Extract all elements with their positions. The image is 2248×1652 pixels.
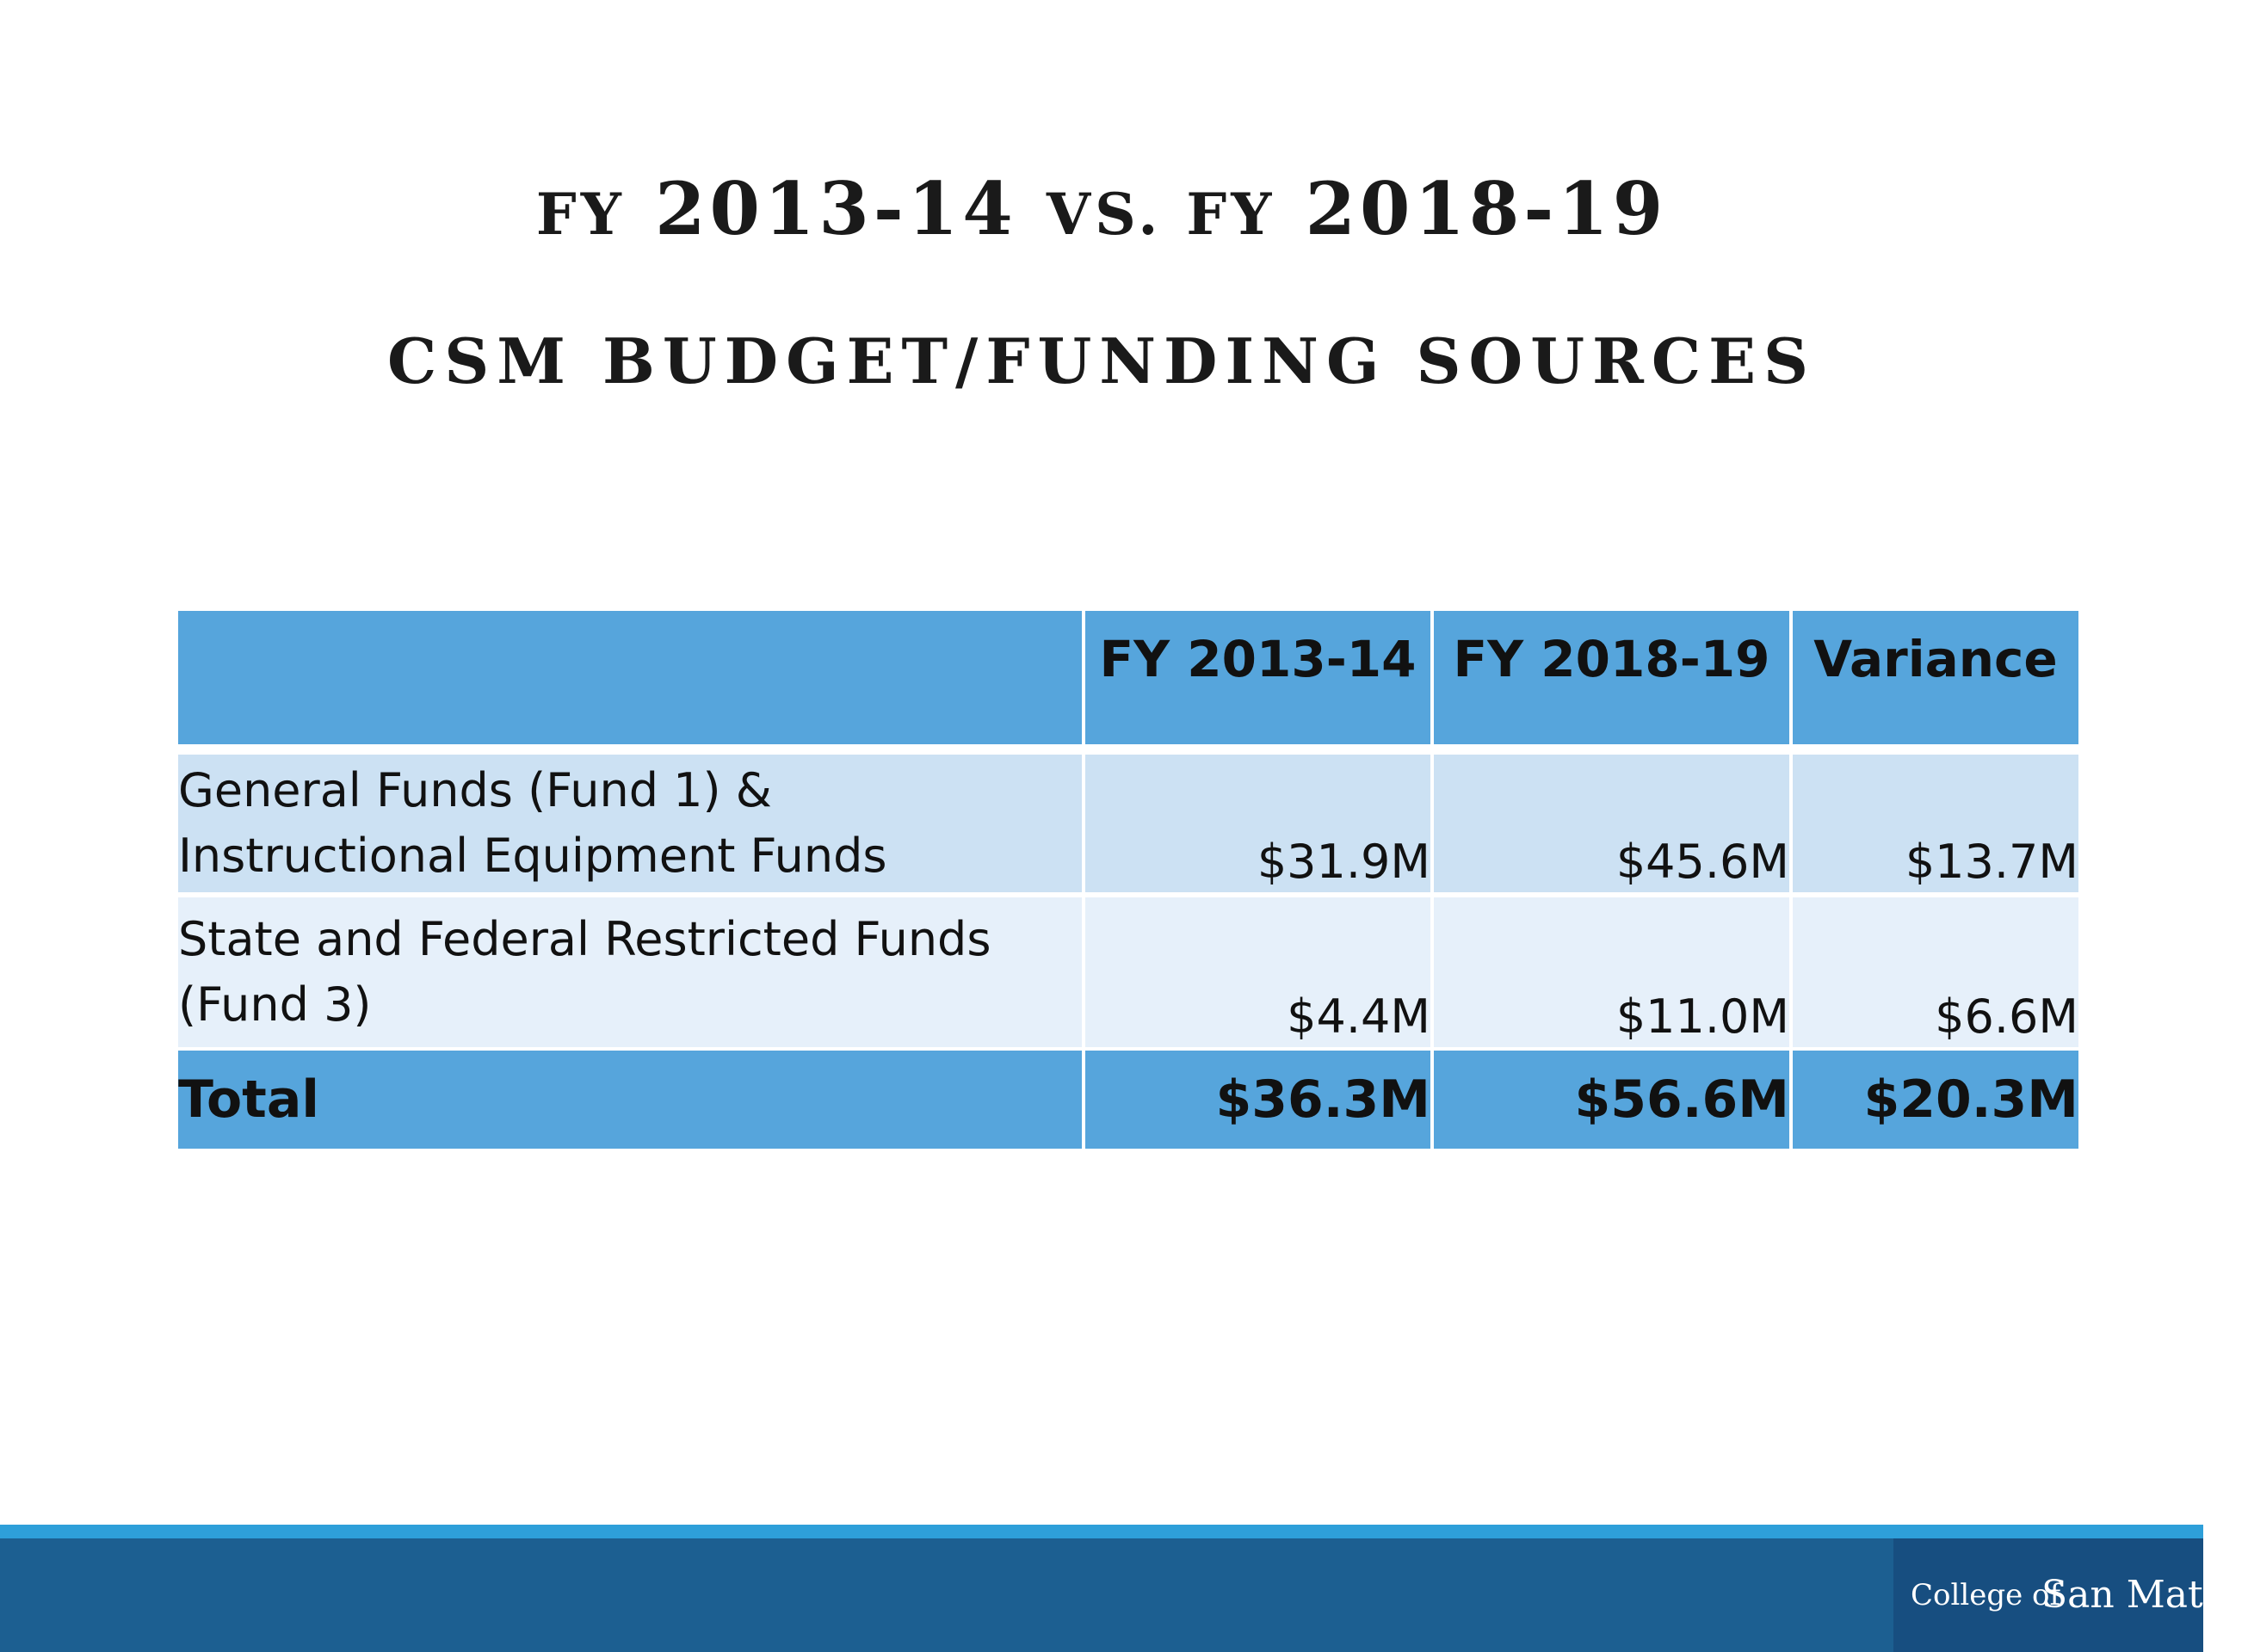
cell-fy-2018-19: $11.0M (1430, 892, 1789, 1047)
cell-variance: $13.7M (1789, 744, 2078, 892)
total-variance: $20.3M (1789, 1047, 2078, 1149)
slide-title (0, 162, 2203, 262)
table-total-row (178, 1047, 2078, 1149)
cell-fy-2018-19: $45.6M (1430, 744, 1789, 892)
header-variance: Variance (1789, 611, 2078, 744)
header-empty-cell (178, 611, 1082, 744)
row-label-line: General Funds (Fund 1) & (178, 763, 772, 817)
budget-table (178, 611, 2078, 1149)
title-fy-prefix: FY (535, 181, 626, 248)
row-label (178, 892, 1082, 1047)
table-header-row (178, 611, 2078, 744)
row-label-line: Instructional Equipment Funds (178, 829, 887, 883)
total-fy-2013-14: $36.3M (1082, 1047, 1430, 1149)
cell-fy-2013-14: $31.9M (1082, 744, 1430, 892)
header-fy-2013-14: FY 2013-14 (1082, 611, 1430, 744)
row-label (178, 744, 1082, 892)
slide-subtitle: CSM BUDGET/FUNDING SOURCES (386, 324, 1817, 398)
title-vs-fy: VS. FY (1046, 181, 1276, 248)
row-label-line: (Fund 3) (178, 977, 372, 1032)
total-fy-2018-19: $56.6M (1430, 1047, 1789, 1149)
row-label-line: State and Federal Restricted Funds (178, 912, 991, 966)
logo-text-college-of: College of (1911, 1578, 2061, 1612)
title-year-1: 2013-14 (625, 166, 1047, 251)
table-row (178, 744, 2078, 892)
title-year-2: 2018-19 (1275, 166, 1668, 251)
cell-variance: $6.6M (1789, 892, 2078, 1047)
logo-text-san-mateo: San Mateo (2041, 1573, 2248, 1617)
footer-stripe (0, 1525, 2203, 1538)
table-row (178, 892, 2078, 1047)
header-fy-2018-19: FY 2018-19 (1430, 611, 1789, 744)
total-label: Total (178, 1047, 1082, 1149)
cell-fy-2013-14: $4.4M (1082, 892, 1430, 1047)
footer-bar (0, 1538, 2203, 1652)
college-logo (1911, 1568, 2248, 1628)
